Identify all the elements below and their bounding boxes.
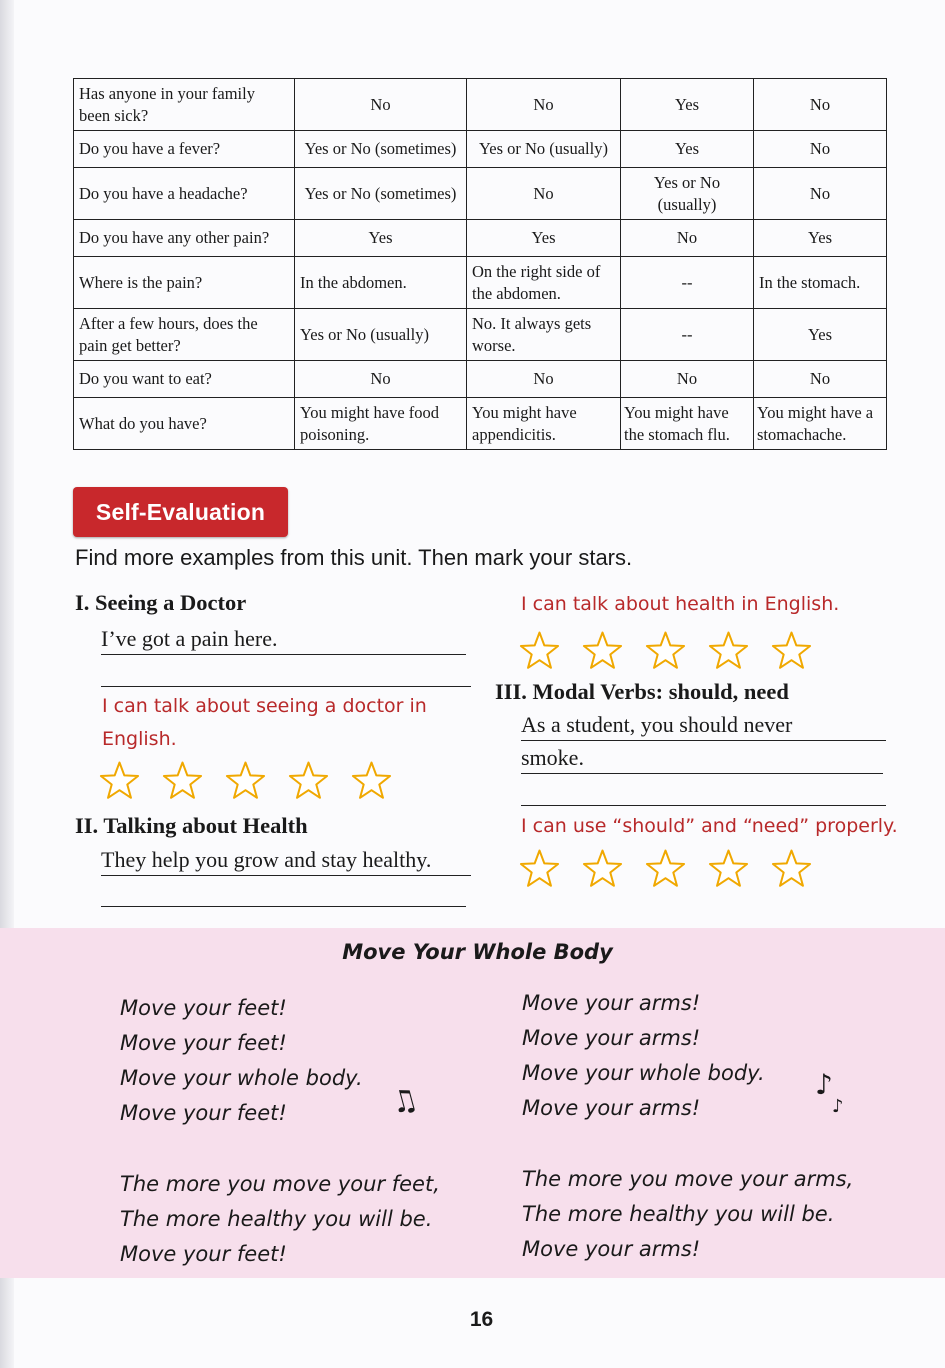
table-cell: No (754, 79, 887, 131)
table-row (74, 309, 887, 361)
lyric-line: Move your feet! (120, 996, 287, 1020)
star-icon[interactable] (517, 848, 562, 890)
can-do-statement: I can use “should” and “need” properly. (521, 815, 898, 837)
table-cell: Yes (621, 131, 754, 168)
table-question: What do you have? (74, 398, 295, 450)
lyric-line: Move your feet! (120, 1031, 287, 1055)
self-evaluation-banner: Self-Evaluation (73, 487, 288, 537)
lyric-line: Move your arms! (522, 1026, 701, 1050)
song-verse-right-2 (522, 1162, 853, 1267)
lyric-line: The more you move your arms, (522, 1167, 854, 1191)
table-cell: No (467, 168, 621, 220)
table-row (74, 257, 887, 309)
song-verse-right-1 (522, 986, 765, 1126)
table-cell: No (467, 361, 621, 398)
lyric-line: Move your whole body. (120, 1066, 363, 1090)
star-icon[interactable] (223, 760, 268, 802)
star-outline (227, 763, 264, 798)
table-cell: No (754, 168, 887, 220)
table-cell: Yes or No (usually) (467, 131, 621, 168)
music-note-icon: ♪ (832, 1096, 844, 1117)
star-icon[interactable] (160, 760, 205, 802)
table-cell: No (467, 79, 621, 131)
table-row (74, 131, 887, 168)
star-outline (710, 851, 747, 886)
table-cell: No (754, 361, 887, 398)
table-cell: Yes (295, 220, 467, 257)
symptom-table (73, 78, 887, 450)
song-title: Move Your Whole Body (342, 940, 613, 964)
lyric-line: Move your feet! (120, 1242, 287, 1266)
star-outline (773, 633, 810, 668)
star-icon[interactable] (286, 760, 331, 802)
table-question: Do you have any other pain? (74, 220, 295, 257)
star-icon[interactable] (580, 630, 625, 672)
table-row (74, 79, 887, 131)
table-cell: -- (621, 257, 754, 309)
star-outline (773, 851, 810, 886)
star-icon[interactable] (643, 630, 688, 672)
table-cell: In the abdomen. (295, 257, 467, 309)
table-cell: Yes or No (usually) (621, 168, 754, 220)
table-cell: You might have a stomachache. (754, 398, 887, 450)
table-row (74, 220, 887, 257)
table-cell: No (295, 361, 467, 398)
table-cell: Yes (754, 309, 887, 361)
song-verse-left-2 (120, 1167, 440, 1272)
star-outline (521, 851, 558, 886)
star-outline (584, 851, 621, 886)
table-cell: No (295, 79, 467, 131)
table-question: After a few hours, does the pain get better? (74, 309, 295, 361)
table-cell: You might have appendicitis. (467, 398, 621, 450)
table-question: Has anyone in your family been sick? (74, 79, 295, 131)
star-outline (353, 763, 390, 798)
star-icon[interactable] (706, 848, 751, 890)
lyric-line: Move your arms! (522, 991, 701, 1015)
table-cell: -- (621, 309, 754, 361)
table-cell: You might have the stomach flu. (621, 398, 754, 450)
star-rating-modal-verbs (517, 848, 814, 890)
star-icon[interactable] (349, 760, 394, 802)
example-line[interactable]: As a student, you should never (521, 712, 886, 741)
section-title-talking-about-health: II. Talking about Health (75, 813, 308, 838)
table-cell: Yes or No (sometimes) (295, 168, 467, 220)
table-cell: No (621, 220, 754, 257)
table-cell: Yes (621, 79, 754, 131)
section-title-modal-verbs: III. Modal Verbs: should, need (495, 679, 789, 704)
table-cell: Yes (754, 220, 887, 257)
blank-writing-line[interactable] (101, 686, 471, 687)
lyric-line: Move your feet! (120, 1101, 287, 1125)
lyric-line: Move your arms! (522, 1096, 701, 1120)
lyric-line: The more healthy you will be. (120, 1207, 433, 1231)
table-cell: No (621, 361, 754, 398)
star-outline (101, 763, 138, 798)
star-outline (584, 633, 621, 668)
can-do-statement: I can talk about seeing a doctor in English. (102, 695, 427, 750)
star-icon[interactable] (97, 760, 142, 802)
star-rating-seeing-a-doctor (97, 760, 394, 802)
star-icon[interactable] (769, 848, 814, 890)
table-question: Do you have a headache? (74, 168, 295, 220)
star-icon[interactable] (769, 630, 814, 672)
page-number: 16 (469, 1308, 494, 1331)
table-cell: On the right side of the abdomen. (467, 257, 621, 309)
lyric-line: Move your arms! (522, 1237, 701, 1261)
table-row (74, 398, 887, 450)
table-cell: You might have food poisoning. (295, 398, 467, 450)
table-question: Where is the pain? (74, 257, 295, 309)
can-do-statement: I can talk about health in English. (521, 593, 840, 615)
star-outline (647, 633, 684, 668)
music-note-icon: ♫ (386, 1081, 422, 1122)
star-rating-talking-about-health (517, 630, 814, 672)
star-outline (710, 633, 747, 668)
star-icon[interactable] (517, 630, 562, 672)
star-icon[interactable] (643, 848, 688, 890)
table-cell: In the stomach. (754, 257, 887, 309)
table-cell: No. It always gets worse. (467, 309, 621, 361)
blank-writing-line[interactable] (521, 805, 886, 806)
star-outline (521, 633, 558, 668)
table-cell: Yes (467, 220, 621, 257)
example-line[interactable]: I’ve got a pain here. (101, 626, 466, 655)
lyric-line: The more you move your feet, (120, 1172, 440, 1196)
example-line[interactable]: smoke. (521, 745, 883, 774)
star-outline (290, 763, 327, 798)
table-cell: Yes or No (sometimes) (295, 131, 467, 168)
music-note-icon: ♪ (815, 1068, 833, 1101)
table-cell: No (754, 131, 887, 168)
star-outline (647, 851, 684, 886)
star-icon[interactable] (706, 630, 751, 672)
example-line[interactable]: They help you grow and stay healthy. (101, 847, 471, 876)
lyric-line: The more healthy you will be. (522, 1202, 835, 1226)
star-icon[interactable] (580, 848, 625, 890)
star-outline (164, 763, 201, 798)
song-verse-left-1 (120, 991, 363, 1131)
table-question: Do you want to eat? (74, 361, 295, 398)
blank-writing-line[interactable] (101, 906, 466, 907)
self-evaluation-instruction: Find more examples from this unit. Then mark your stars. (75, 545, 633, 570)
table-row (74, 361, 887, 398)
table-row (74, 168, 887, 220)
table-cell: Yes or No (usually) (295, 309, 467, 361)
section-title-seeing-a-doctor: I. Seeing a Doctor (75, 590, 247, 615)
lyric-line: Move your whole body. (522, 1061, 765, 1085)
table-question: Do you have a fever? (74, 131, 295, 168)
